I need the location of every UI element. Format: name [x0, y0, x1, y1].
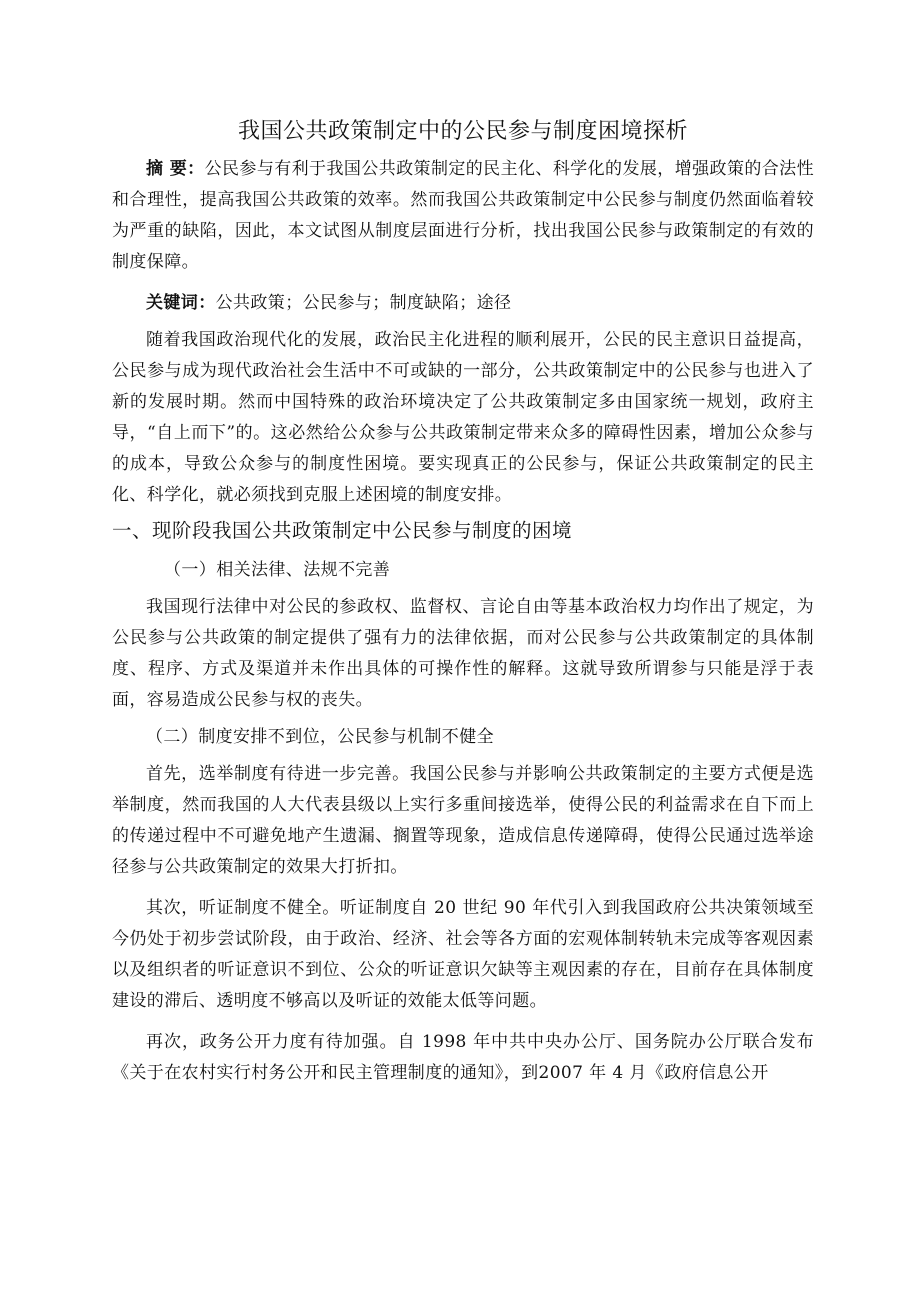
hearing-paragraph: 其次，听证制度不健全。听证制度自 20 世纪 90 年代引入到我国政府公共决策领域至今仍处于初步尝试阶段，由于政治、经济、社会等各方面的宏观体制转轨未完成等客观因素以及组织者的听证意识不到位、公众的听证意识欠缺等主观因素的存在，目前存在具体制度建设的滞后、透明度不够高以及听证的效能太低等问题。 — [112, 898, 814, 1011]
keywords-paragraph — [112, 288, 814, 319]
election-paragraph: 首先，选举制度有待进一步完善。我国公民参与并影响公共政策制定的主要方式便是选举制度，然而我国的人大代表县级以上实行多重间接选举，使得公民的利益需求在自下而上的传递过程中不可避免地产生遗漏、搁置等现象，造成信息传递障碍，使得公民通过选举途径参与公共政策制定的效果大打折扣。 — [112, 764, 814, 877]
abstract-text: 公民参与有利于我国公共政策制定的民主化、科学化的发展，增强政策的合法性和合理性，提高我国公共政策的效率。然而我国公共政策制定中公民参与制度仍然面临着较为严重的缺陷，因此，本文试图从制度层面进行分析，找出我国公民参与政策制定的有效的制度保障。 — [112, 159, 814, 272]
document-page — [112, 112, 814, 1089]
subsection-1-paragraph: 我国现行法律中对公民的参政权、监督权、言论自由等基本政治权力均作出了规定，为公民参与公共政策的制定提供了强有力的法律依据，而对公民参与公共政策制定的具体制度、程序、方式及渠道并未作出具体的可操作性的解释。这就导致所谓参与只能是浮于表面，容易造成公民参与权的丧失。 — [112, 597, 814, 710]
intro-paragraph: 随着我国政治现代化的发展，政治民主化进程的顺利展开，公民的民主意识日益提高，公民参与成为现代政治社会生活中不可或缺的一部分，公共政策制定中的公民参与也进入了新的发展时期。然而中国特殊的政治环境决定了公共政策制定多由国家统一规划，政府主导，“自上而下”的。这必然给公众参与公共政策制定带来众多的障碍性因素，增加公众参与的成本，导致公众参与的制度性困境。要实现真正的公民参与，保证公共政策制定的民主化、科学化，就必须找到克服上述困境的制度安排。 — [112, 330, 814, 505]
document-title: 我国公共政策制定中的公民参与制度困境探析 — [237, 119, 688, 144]
keywords-text: 公共政策；公民参与；制度缺陷；途径 — [215, 293, 512, 313]
gov-affairs-paragraph: 再次，政务公开力度有待加强。自 1998 年中共中央办公厅、国务院办公厅联合发布《关于在农村实行村务公开和民主管理制度的通知》，到2007 年 4 月《政府信息公开 — [112, 1032, 814, 1083]
subsection-heading-1: （一）相关法律、法规不完善 — [164, 560, 391, 580]
keywords-label: 关键词： — [146, 293, 216, 313]
abstract-paragraph — [112, 154, 814, 278]
subsection-heading-2: （二）制度安排不到位，公民参与机制不健全 — [146, 727, 494, 747]
section-heading-1: 一、现阶段我国公共政策制定中公民参与制度的困境 — [112, 519, 573, 542]
abstract-label: 摘 要： — [146, 159, 205, 179]
